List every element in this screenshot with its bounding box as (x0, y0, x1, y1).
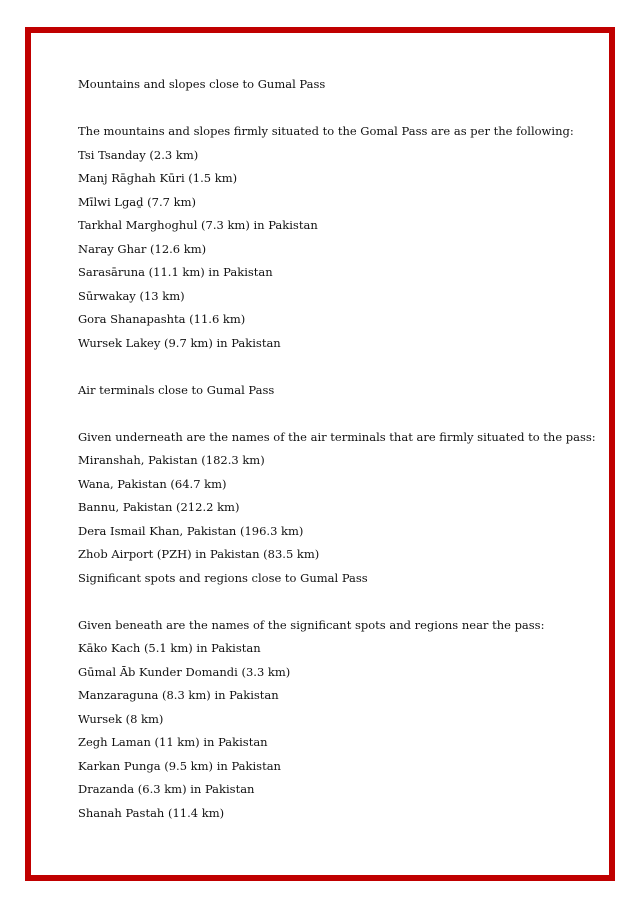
list-item: Sarasāruna (11.1 km) in Pakistan (78, 265, 273, 279)
list-item: Dera Ismail Khan, Pakistan (196.3 km) (78, 523, 304, 538)
list-item: Drazanda (6.3 km) in Pakistan (78, 782, 255, 796)
section-heading-air-terminals: Air terminals close to Gumal Pass (78, 382, 275, 397)
list-item: Wursek (8 km) (78, 711, 164, 726)
document-body (78, 75, 598, 827)
list-item: Bannu, Pakistan (212.2 km) (78, 500, 240, 514)
blank-line (78, 357, 598, 381)
list-item: Kāko Kach (5.1 km) in Pakistan (78, 641, 261, 655)
section-heading-mountains: Mountains and slopes close to Gumal Pass (78, 77, 326, 91)
section-heading-spots: Significant spots and regions close to Gumal Pass (78, 570, 368, 585)
list-item: Gūmal Āb Kunder Domandi (3.3 km) (78, 664, 291, 679)
paragraph-spots-intro: Given beneath are the names of the significant spots and regions near the pass: (78, 617, 545, 632)
list-item: Gora Shanapashta (11.6 km) (78, 312, 246, 326)
list-item: Naray Ghar (12.6 km) (78, 241, 207, 256)
list-item: Manj Rāghah Kūri (1.5 km) (78, 171, 238, 185)
blank-line (78, 99, 598, 123)
blank-line (78, 592, 598, 616)
list-item: Mīlwi Lgaḏ (7.7 km) (78, 194, 196, 209)
list-item: Karkan Punga (9.5 km) in Pakistan (78, 758, 281, 773)
list-item: Shanah Pastah (11.4 km) (78, 805, 225, 820)
paragraph-mountains-intro: The mountains and slopes firmly situated to the Gomal Pass are as per the following: (78, 124, 574, 138)
list-item: Zegh Laman (11 km) in Pakistan (78, 735, 268, 749)
list-item: Tsi Tsanday (2.3 km) (78, 147, 199, 162)
list-item: Tarkhal Marghoghul (7.3 km) in Pakistan (78, 218, 318, 232)
list-item: Sūrwakay (13 km) (78, 288, 185, 303)
list-item: Wursek Lakey (9.7 km) in Pakistan (78, 335, 281, 350)
list-item: Zhob Airport (PZH) in Pakistan (83.5 km) (78, 547, 320, 561)
list-item: Manzaraguna (8.3 km) in Pakistan (78, 688, 279, 702)
paragraph-air-terminals-intro: Given underneath are the names of the air terminals that are firmly situated to the pass: (78, 429, 596, 444)
list-item: Wana, Pakistan (64.7 km) (78, 476, 227, 491)
blank-line (78, 404, 598, 428)
list-item: Miranshah, Pakistan (182.3 km) (78, 453, 265, 467)
